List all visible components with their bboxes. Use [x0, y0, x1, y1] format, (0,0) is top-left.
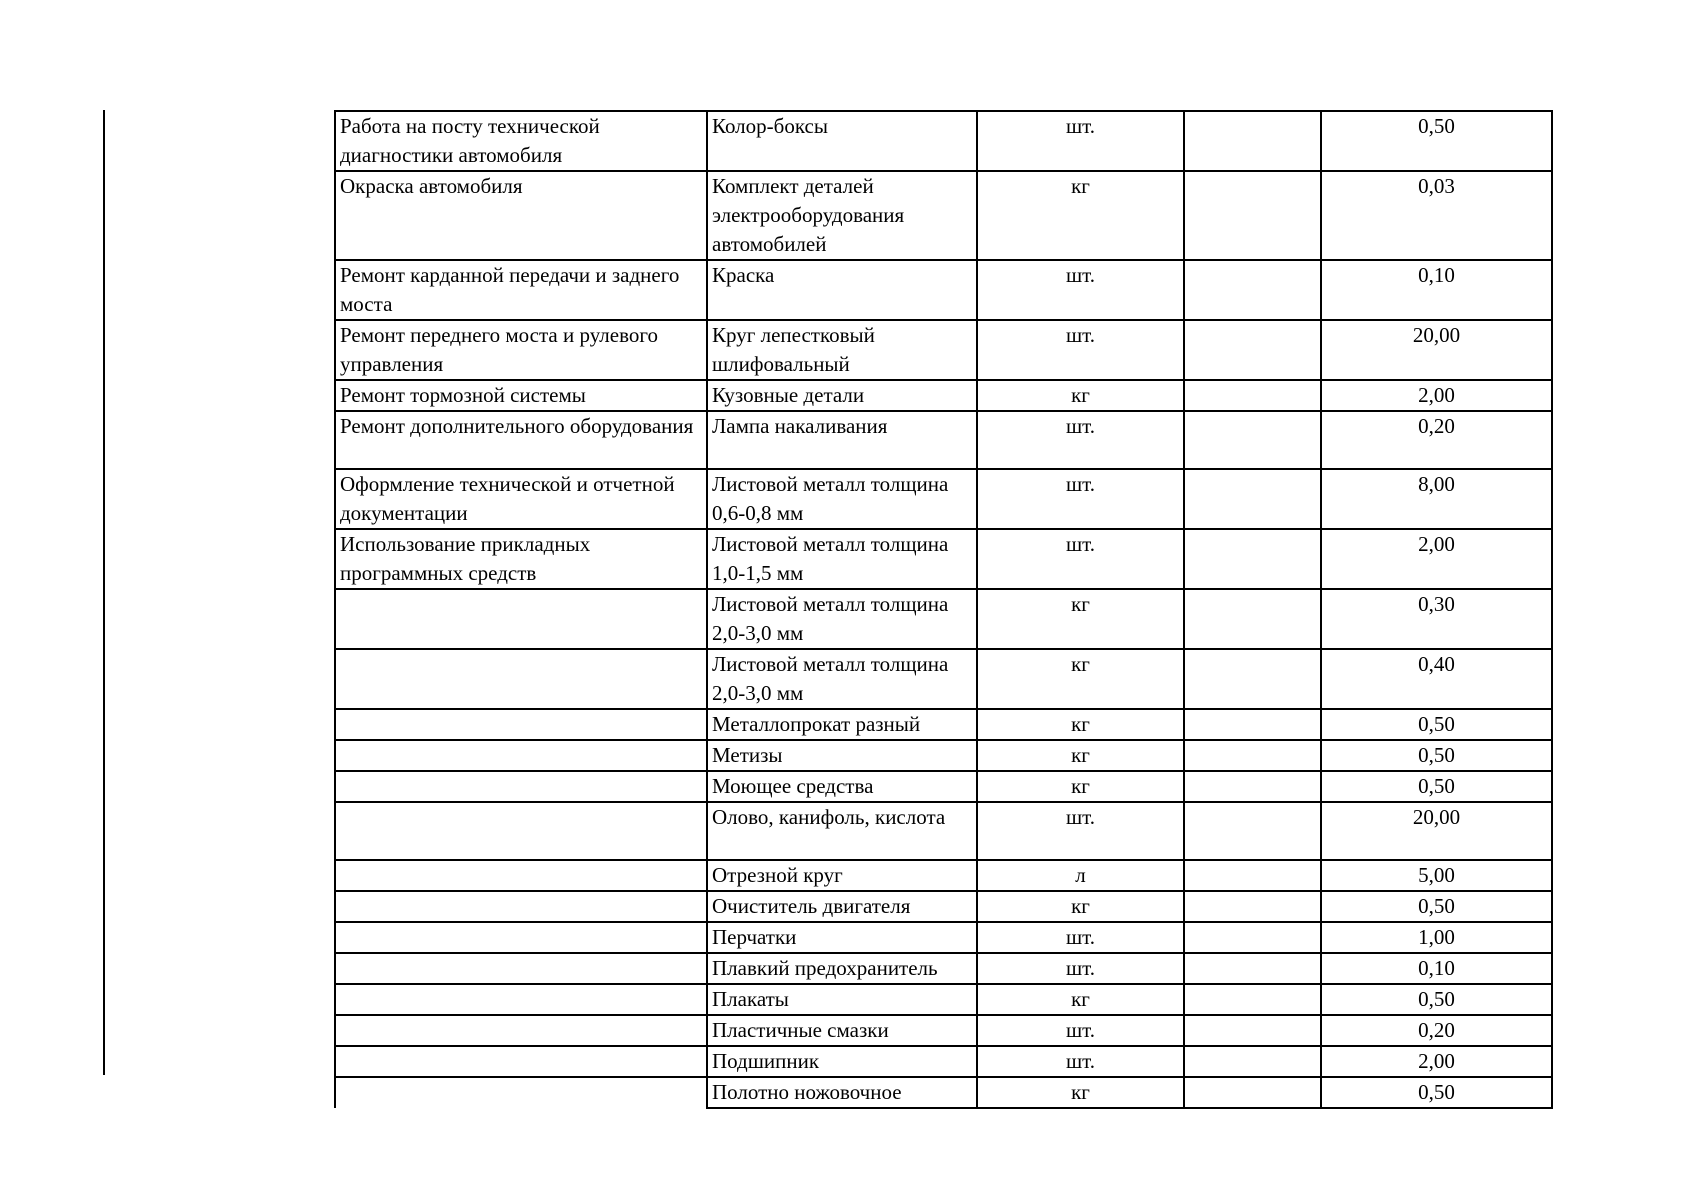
material-name-cell: Моющее средства — [707, 771, 977, 802]
quantity-cell: 0,50 — [1321, 891, 1552, 922]
empty-cell — [1184, 380, 1321, 411]
work-cell — [335, 709, 707, 740]
empty-cell — [1184, 984, 1321, 1015]
work-cell — [335, 984, 707, 1015]
table-row — [335, 529, 1552, 589]
quantity-cell: 2,00 — [1321, 1046, 1552, 1077]
work-cell — [335, 771, 707, 802]
unit-cell: кг — [977, 649, 1184, 709]
material-name-cell: Отрезной круг — [707, 860, 977, 891]
material-name-cell: Олово, канифоль, кислота — [707, 802, 977, 860]
material-name-cell: Краска — [707, 260, 977, 320]
work-cell — [335, 922, 707, 953]
work-cell — [335, 1077, 707, 1108]
material-name-cell: Метизы — [707, 740, 977, 771]
unit-cell: кг — [977, 1077, 1184, 1108]
unit-cell: шт. — [977, 260, 1184, 320]
table-row — [335, 1046, 1552, 1077]
quantity-cell: 1,00 — [1321, 922, 1552, 953]
quantity-cell: 0,50 — [1321, 111, 1552, 171]
material-name-cell: Полотно ножовочное — [707, 1077, 977, 1108]
quantity-cell: 0,40 — [1321, 649, 1552, 709]
material-name-cell: Плавкий предохранитель — [707, 953, 977, 984]
unit-cell: кг — [977, 740, 1184, 771]
quantity-cell: 0,10 — [1321, 260, 1552, 320]
page-margin-line — [103, 110, 105, 1075]
quantity-cell: 0,50 — [1321, 709, 1552, 740]
quantity-cell: 2,00 — [1321, 529, 1552, 589]
table-row — [335, 380, 1552, 411]
work-cell — [335, 589, 707, 649]
unit-cell: кг — [977, 171, 1184, 260]
empty-cell — [1184, 171, 1321, 260]
table-row — [335, 171, 1552, 260]
work-cell: Ремонт дополнительного оборудования — [335, 411, 707, 469]
work-cell: Ремонт тормозной системы — [335, 380, 707, 411]
material-name-cell: Очиститель двигателя — [707, 891, 977, 922]
table-row — [335, 984, 1552, 1015]
empty-cell — [1184, 771, 1321, 802]
empty-cell — [1184, 1077, 1321, 1108]
empty-cell — [1184, 529, 1321, 589]
material-name-cell: Круг лепестковый шлифовальный — [707, 320, 977, 380]
table-row — [335, 649, 1552, 709]
quantity-cell: 0,03 — [1321, 171, 1552, 260]
table-row — [335, 1077, 1552, 1108]
material-name-cell: Листовой металл толщина 2,0-3,0 мм — [707, 589, 977, 649]
quantity-cell: 8,00 — [1321, 469, 1552, 529]
quantity-cell: 0,30 — [1321, 589, 1552, 649]
quantity-cell: 0,10 — [1321, 953, 1552, 984]
table-row — [335, 411, 1552, 469]
material-name-cell: Листовой металл толщина 1,0-1,5 мм — [707, 529, 977, 589]
empty-cell — [1184, 469, 1321, 529]
material-name-cell: Плакаты — [707, 984, 977, 1015]
quantity-cell: 5,00 — [1321, 860, 1552, 891]
work-cell — [335, 649, 707, 709]
unit-cell: шт. — [977, 1015, 1184, 1046]
work-cell: Использование прикладных программных средств — [335, 529, 707, 589]
work-cell: Ремонт переднего моста и рулевого управления — [335, 320, 707, 380]
material-name-cell: Лампа накаливания — [707, 411, 977, 469]
table-row — [335, 771, 1552, 802]
material-name-cell: Листовой металл толщина 2,0-3,0 мм — [707, 649, 977, 709]
unit-cell: кг — [977, 380, 1184, 411]
work-cell — [335, 802, 707, 860]
unit-cell: кг — [977, 709, 1184, 740]
material-name-cell: Пластичные смазки — [707, 1015, 977, 1046]
empty-cell — [1184, 260, 1321, 320]
unit-cell: шт. — [977, 469, 1184, 529]
empty-cell — [1184, 709, 1321, 740]
unit-cell: шт. — [977, 802, 1184, 860]
material-name-cell: Перчатки — [707, 922, 977, 953]
empty-cell — [1184, 320, 1321, 380]
material-name-cell: Металлопрокат разный — [707, 709, 977, 740]
work-cell — [335, 1046, 707, 1077]
quantity-cell: 0,50 — [1321, 984, 1552, 1015]
work-cell: Окраска автомобиля — [335, 171, 707, 260]
table-row — [335, 891, 1552, 922]
unit-cell: шт. — [977, 411, 1184, 469]
empty-cell — [1184, 891, 1321, 922]
work-cell: Ремонт карданной передачи и заднего моста — [335, 260, 707, 320]
materials-table — [334, 110, 1553, 1109]
empty-cell — [1184, 111, 1321, 171]
unit-cell: шт. — [977, 529, 1184, 589]
unit-cell: шт. — [977, 1046, 1184, 1077]
quantity-cell: 2,00 — [1321, 380, 1552, 411]
table-row — [335, 860, 1552, 891]
quantity-cell: 20,00 — [1321, 802, 1552, 860]
empty-cell — [1184, 802, 1321, 860]
empty-cell — [1184, 922, 1321, 953]
unit-cell: кг — [977, 589, 1184, 649]
work-cell — [335, 740, 707, 771]
empty-cell — [1184, 649, 1321, 709]
empty-cell — [1184, 589, 1321, 649]
work-cell — [335, 860, 707, 891]
table-row — [335, 320, 1552, 380]
empty-cell — [1184, 953, 1321, 984]
material-name-cell: Колор-боксы — [707, 111, 977, 171]
quantity-cell: 0,50 — [1321, 740, 1552, 771]
table-row — [335, 1015, 1552, 1046]
empty-cell — [1184, 740, 1321, 771]
empty-cell — [1184, 860, 1321, 891]
material-name-cell: Листовой металл толщина 0,6-0,8 мм — [707, 469, 977, 529]
table-row — [335, 802, 1552, 860]
table-row — [335, 469, 1552, 529]
table-row — [335, 709, 1552, 740]
material-name-cell: Комплект деталей электрооборудования автомобилей — [707, 171, 977, 260]
unit-cell: шт. — [977, 922, 1184, 953]
unit-cell: шт. — [977, 320, 1184, 380]
table-row — [335, 953, 1552, 984]
unit-cell: кг — [977, 771, 1184, 802]
empty-cell — [1184, 1015, 1321, 1046]
material-name-cell: Кузовные детали — [707, 380, 977, 411]
unit-cell: шт. — [977, 111, 1184, 171]
quantity-cell: 0,20 — [1321, 411, 1552, 469]
unit-cell: л — [977, 860, 1184, 891]
unit-cell: кг — [977, 891, 1184, 922]
quantity-cell: 0,20 — [1321, 1015, 1552, 1046]
work-cell: Работа на посту технической диагностики автомобиля — [335, 111, 707, 171]
work-cell — [335, 1015, 707, 1046]
table-row — [335, 111, 1552, 171]
quantity-cell: 0,50 — [1321, 771, 1552, 802]
quantity-cell: 0,50 — [1321, 1077, 1552, 1108]
table-row — [335, 740, 1552, 771]
material-name-cell: Подшипник — [707, 1046, 977, 1077]
unit-cell: шт. — [977, 953, 1184, 984]
quantity-cell: 20,00 — [1321, 320, 1552, 380]
materials-table-body — [335, 111, 1552, 1108]
table-row — [335, 589, 1552, 649]
table-row — [335, 260, 1552, 320]
unit-cell: кг — [977, 984, 1184, 1015]
work-cell — [335, 953, 707, 984]
work-cell: Оформление технической и отчетной документации — [335, 469, 707, 529]
work-cell — [335, 891, 707, 922]
table-row — [335, 922, 1552, 953]
empty-cell — [1184, 1046, 1321, 1077]
empty-cell — [1184, 411, 1321, 469]
